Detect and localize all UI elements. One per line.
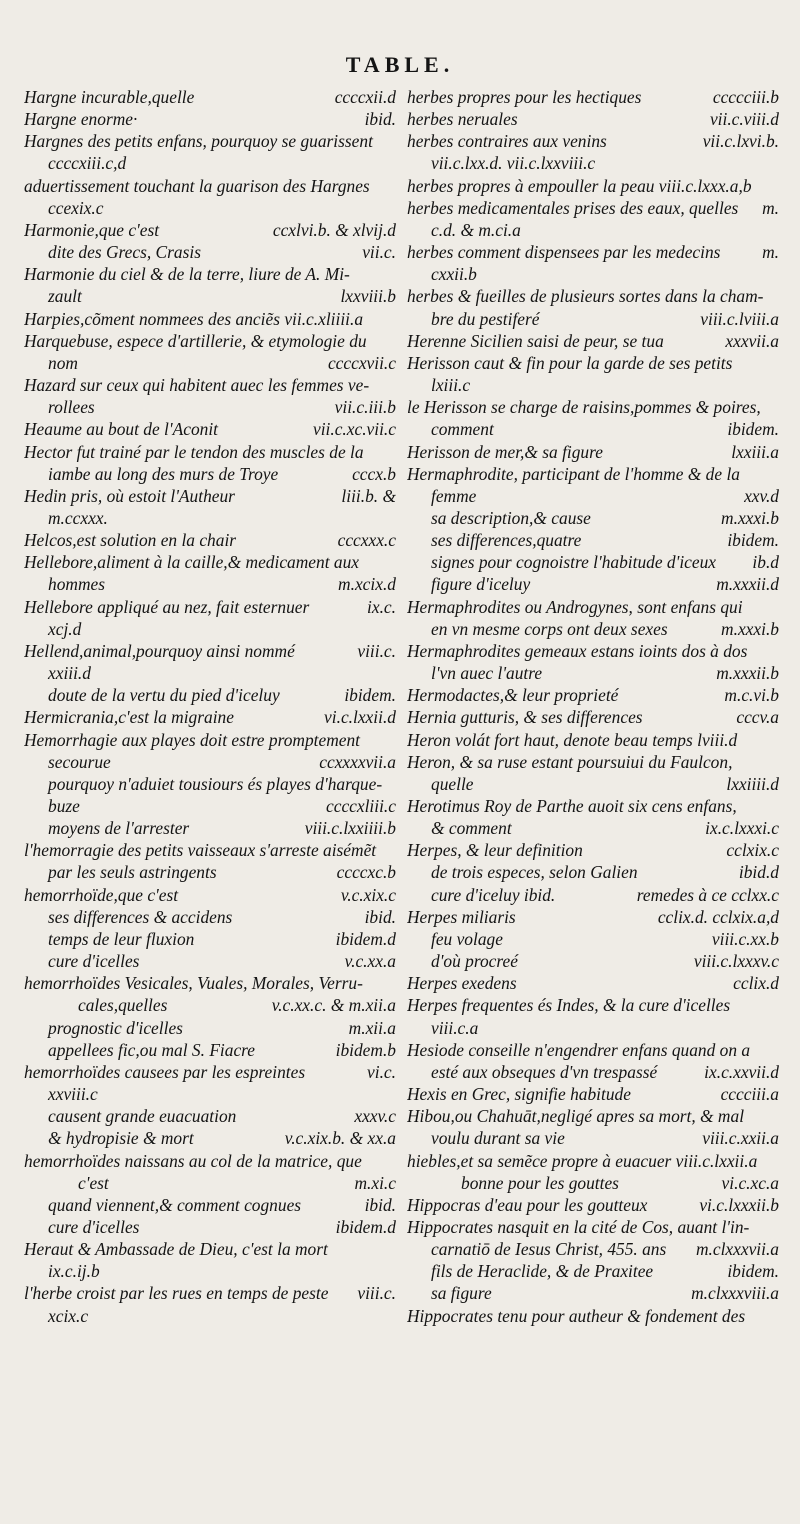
entry-text: Hexis en Grec, signifie habitude — [407, 1084, 631, 1105]
entry-text: cure d'icelles — [48, 951, 140, 972]
index-entry — [24, 130, 396, 152]
entry-reference: m.xxxii.d — [716, 574, 779, 595]
entry-reference: ibid. — [364, 109, 396, 130]
entry-reference: m.clxxxvii.a — [695, 1239, 779, 1260]
entry-text: temps de leur fluxion — [48, 928, 195, 949]
index-entry — [24, 1238, 396, 1260]
entry-reference: ibidem.d — [335, 928, 396, 949]
index-entry — [24, 906, 396, 928]
index-entry — [407, 1105, 779, 1127]
index-entry — [407, 285, 779, 307]
index-entry — [24, 308, 396, 330]
entry-text: Hellend,animal,pourquoy ainsi nommé — [24, 640, 295, 661]
index-entry — [24, 374, 396, 396]
index-entry — [407, 463, 779, 485]
index-entry — [24, 152, 396, 174]
entry-text: Herenne Sicilien saisi de peur, se tua — [407, 330, 664, 351]
entry-text: Herpes miliaris — [407, 906, 516, 927]
entry-text: ix.c.ij.b — [48, 1261, 100, 1282]
entry-reference: ibidem. — [727, 530, 779, 551]
index-entry — [24, 1216, 396, 1238]
entry-text: Helcos,est solution en la chair — [24, 530, 237, 551]
entry-reference: liii.b. & — [341, 485, 396, 506]
entry-reference: xxxv.c — [354, 1106, 396, 1127]
index-entry — [24, 596, 396, 618]
entry-reference: lxxviii.b — [340, 286, 396, 307]
entry-text: moyens de l'arrester — [48, 818, 190, 839]
index-column-left — [24, 86, 396, 1327]
entry-reference: vi.c. — [367, 1061, 396, 1082]
entry-text: prognostic d'icelles — [48, 1017, 183, 1038]
entry-text: Hellebore,aliment à la caille,& medicament aux — [24, 552, 359, 573]
entry-text: feu volage — [431, 928, 503, 949]
index-entry — [24, 640, 396, 662]
entry-text: Hermaphrodites gemeaux estans ioints dos à dos — [407, 640, 748, 661]
entry-reference: v.c.xx.c. & m.xii.a — [271, 995, 396, 1016]
index-entry — [407, 130, 779, 152]
entry-text: Harquebuse, espece d'artillerie, & etymologie du — [24, 330, 367, 351]
index-entry — [24, 994, 396, 1016]
entry-text: femme — [431, 485, 477, 506]
entry-reference: vii.c. — [362, 242, 396, 263]
entry-reference: vi.c.xc.a — [721, 1172, 779, 1193]
index-entry — [407, 928, 779, 950]
entry-reference: ibidem. — [727, 419, 779, 440]
index-entry — [24, 1017, 396, 1039]
entry-text: par les seuls astringents — [48, 862, 217, 883]
entry-reference: xxv.d — [744, 485, 779, 506]
entry-reference: ccxlvi.b. & xlvij.d — [272, 219, 396, 240]
index-entry — [407, 507, 779, 529]
entry-text: zault — [48, 286, 82, 307]
index-entry — [407, 884, 779, 906]
index-entry — [407, 817, 779, 839]
index-entry — [407, 662, 779, 684]
index-entry — [407, 950, 779, 972]
entry-reference: ccccxvii.c — [327, 352, 396, 373]
index-entry — [24, 485, 396, 507]
entry-text: Hazard sur ceux qui habitent auec les femmes ve- — [24, 375, 370, 396]
entry-text: hommes — [48, 574, 105, 595]
entry-reference: ccccxii.d — [334, 87, 396, 107]
entry-text: Hibou,ou Chahuāt,negligé apres sa mort, & mal — [407, 1106, 745, 1127]
index-entry — [24, 1282, 396, 1304]
entry-reference: cclix.d — [733, 973, 779, 994]
entry-text: ses differences & accidens — [48, 906, 233, 927]
entry-text: Heaume au bout de l'Aconit — [24, 419, 219, 440]
index-entry — [407, 573, 779, 595]
index-entry — [407, 418, 779, 440]
index-entry — [24, 751, 396, 773]
index-entry — [407, 729, 779, 751]
entry-text: Hesiode conseille n'engendrer enfans quand on a — [407, 1039, 751, 1060]
index-entry — [407, 1172, 779, 1194]
entry-text: vii.c.lxx.d. vii.c.lxxviii.c — [431, 153, 596, 174]
entry-text: Heraut & Ambassade de Dieu, c'est la mort — [24, 1239, 328, 1260]
entry-reference: vi.c.lxxxii.b — [699, 1194, 779, 1215]
entry-text: xcj.d — [48, 618, 82, 639]
index-entry — [24, 884, 396, 906]
index-entry — [407, 906, 779, 928]
index-entry — [24, 219, 396, 241]
entry-text: Harmonie,que c'est — [24, 219, 160, 240]
entry-reference: v.c.xix.c — [340, 884, 396, 905]
entry-text: hemorrhoïde,que c'est — [24, 884, 179, 905]
entry-text: en vn mesme corps ont deux sexes — [431, 618, 668, 639]
index-entry — [24, 418, 396, 440]
entry-reference: vii.c.xc.vii.c — [312, 419, 396, 440]
index-entry — [24, 773, 396, 795]
index-entry — [24, 507, 396, 529]
index-entry — [407, 795, 779, 817]
index-entry — [407, 108, 779, 130]
entry-reference: lxxiiii.d — [726, 773, 779, 794]
entry-text: xxviii.c — [48, 1084, 98, 1105]
index-entry — [24, 1039, 396, 1061]
entry-text: esté aux obseques d'vn trespassé — [431, 1061, 658, 1082]
entry-text: l'hemorragie des petits vaisseaux s'arreste aisémẽt — [24, 840, 377, 861]
index-entry — [407, 551, 779, 573]
index-entry — [407, 861, 779, 883]
entry-text: figure d'iceluy — [431, 574, 531, 595]
entry-reference: ibid.d — [738, 862, 779, 883]
entry-text: Hedin pris, où estoit l'Autheur — [24, 485, 235, 506]
entry-reference: cccxxx.c — [337, 530, 396, 551]
index-entry — [407, 374, 779, 396]
entry-text: l'vn auec l'autre — [431, 663, 543, 684]
entry-text: Heron, & sa ruse estant poursuiui du Faulcon, — [407, 751, 733, 772]
entry-reference: m.xxxi.b — [721, 618, 779, 639]
entry-reference: vii.c.iii.b — [334, 397, 396, 418]
index-entry — [24, 950, 396, 972]
entry-text: d'où procreé — [431, 951, 518, 972]
index-entry — [24, 1172, 396, 1194]
entry-reference: lxxiii.a — [731, 441, 779, 462]
entry-text: ses differences,quatre — [431, 530, 582, 551]
entry-reference: ibid. — [364, 1194, 396, 1215]
entry-text: Herpes exedens — [407, 973, 517, 994]
entry-reference: viii.c.lxxiiii.b — [304, 818, 396, 839]
index-entry — [24, 197, 396, 219]
index-entry — [24, 529, 396, 551]
entry-reference: cclxix.c — [726, 840, 779, 861]
index-entry — [407, 330, 779, 352]
entry-text: bonne pour les gouttes — [461, 1172, 619, 1193]
entry-text: quelle — [431, 773, 474, 794]
index-entry — [407, 773, 779, 795]
entry-reference: vii.c.viii.d — [709, 109, 779, 130]
entry-reference: ix.c. — [367, 596, 396, 617]
entry-reference: ccxxxxvii.a — [319, 751, 396, 772]
entry-reference: viii.c.lviii.a — [700, 308, 779, 329]
entry-text: Hargne enorme· — [24, 109, 138, 130]
index-entry — [24, 86, 396, 108]
index-entry — [24, 729, 396, 751]
entry-text: iambe au long des murs de Troye — [48, 463, 279, 484]
index-entry — [407, 152, 779, 174]
entry-text: herbes propres pour les hectiques — [407, 87, 642, 107]
entry-text: buze — [48, 796, 80, 816]
entry-text: voulu durant sa vie — [431, 1128, 565, 1149]
index-entry — [407, 1061, 779, 1083]
entry-text: l'herbe croist par les rues en temps de peste — [24, 1283, 329, 1304]
entry-text: le Herisson se charge de raisins,pommes & poires, — [407, 397, 761, 418]
index-entry — [24, 551, 396, 573]
entry-text: cure d'iceluy ibid. — [431, 884, 556, 905]
index-entry — [24, 441, 396, 463]
entry-text: appellees fic,ou mal S. Fiacre — [48, 1039, 256, 1060]
entry-text: rollees — [48, 397, 95, 418]
entry-reference: m.clxxxviii.a — [691, 1283, 779, 1304]
index-entry — [24, 1083, 396, 1105]
index-entry — [24, 330, 396, 352]
index-entry — [24, 241, 396, 263]
entry-text: comment — [431, 419, 494, 440]
entry-text: cxxii.b — [431, 264, 477, 285]
entry-text: Hermaphrodites ou Androgynes, sont enfans qui — [407, 596, 743, 617]
entry-text: hemorrhoïdes Vesicales, Vuales, Morales, Verru- — [24, 973, 363, 994]
entry-text: Hemorrhagie aux playes doit estre promptement — [24, 729, 361, 750]
index-entry — [407, 1238, 779, 1260]
entry-reference: xxxvii.a — [725, 330, 779, 351]
index-entry — [24, 463, 396, 485]
entry-text: hemorrhoïdes naissans au col de la matrice, que — [24, 1150, 362, 1171]
entry-text: & comment — [431, 818, 512, 839]
index-entry — [407, 241, 779, 263]
entry-reference: ccccciii.b — [712, 87, 779, 107]
entry-reference: ib.d — [752, 552, 779, 573]
entry-reference: m.c.vi.b — [724, 685, 779, 706]
index-entry — [24, 396, 396, 418]
entry-text: herbes medicamentales prises des eaux, quelles — [407, 197, 739, 218]
entry-reference: ibid. — [364, 906, 396, 927]
index-entry — [24, 817, 396, 839]
index-entry — [24, 795, 396, 817]
entry-text: Harmonie du ciel & de la terre, liure de A. Mi- — [24, 264, 350, 285]
entry-text: Hellebore appliqué au nez, fait esternuer — [24, 596, 310, 617]
index-entry — [407, 529, 779, 551]
entry-reference: m. — [762, 197, 779, 218]
entry-text: c'est — [78, 1172, 109, 1193]
entry-text: ccexix.c — [48, 197, 104, 218]
index-entry — [24, 1127, 396, 1149]
entry-text: herbes propres à empouller la peau viii.c.lxxx.a,b — [407, 175, 752, 196]
entry-text: aduertissement touchant la guarison des Hargnes — [24, 175, 370, 196]
index-entry — [407, 1260, 779, 1282]
entry-reference: ix.c.xxvii.d — [704, 1061, 779, 1082]
index-entry — [407, 308, 779, 330]
entry-reference: m.xxxii.b — [716, 663, 779, 684]
index-entry — [24, 573, 396, 595]
index-entry — [24, 108, 396, 130]
index-entry — [24, 928, 396, 950]
entry-reference: ibidem. — [344, 685, 396, 706]
entry-text: herbes contraires aux venins — [407, 131, 607, 152]
entry-text: Herisson caut & fin pour la garde de ses petits — [407, 352, 733, 373]
index-entry — [407, 396, 779, 418]
entry-text: Herotimus Roy de Parthe auoit six cens enfans, — [407, 796, 737, 816]
entry-text: nom — [48, 352, 78, 373]
entry-text: viii.c.a — [431, 1017, 479, 1038]
index-entry — [24, 861, 396, 883]
index-entry — [407, 706, 779, 728]
entry-text: Hargne incurable,quelle — [24, 87, 195, 107]
index-entry — [407, 640, 779, 662]
index-entry — [24, 1150, 396, 1172]
entry-reference: ibidem.d — [335, 1216, 396, 1237]
index-entry — [407, 1150, 779, 1172]
index-entry — [407, 441, 779, 463]
index-entry — [24, 1194, 396, 1216]
entry-reference: vi.c.lxxii.d — [324, 707, 396, 728]
entry-text: secourue — [48, 751, 111, 772]
entry-reference: ibidem.b — [335, 1039, 396, 1060]
index-entry — [407, 263, 779, 285]
index-entry — [24, 285, 396, 307]
index-entry — [407, 197, 779, 219]
index-entry — [24, 175, 396, 197]
entry-reference: m.xcix.d — [338, 574, 396, 595]
index-entry — [24, 662, 396, 684]
entry-text: Herpes frequentes és Indes, & la cure d'icelles — [407, 995, 731, 1016]
entry-reference: m.xii.a — [348, 1017, 396, 1038]
index-entry — [24, 618, 396, 640]
index-entry — [407, 1127, 779, 1149]
index-entry — [407, 596, 779, 618]
entry-reference: ibidem. — [727, 1261, 779, 1282]
entry-reference: vii.c.lxvi.b. — [702, 131, 779, 152]
entry-text: xcix.c — [48, 1305, 89, 1326]
entry-text: Heron volát fort haut, denote beau temps lviii.d — [407, 729, 738, 750]
index-entry — [407, 994, 779, 1016]
entry-reference: remedes à ce cclxx.c — [636, 884, 779, 905]
index-entry — [407, 751, 779, 773]
entry-text: fils de Heraclide, & de Praxitee — [431, 1261, 654, 1282]
entry-text: cure d'icelles — [48, 1216, 140, 1237]
entry-text: bre du pestiferé — [431, 308, 540, 329]
entry-text: signes pour cognoistre l'habitude d'iceux — [431, 552, 717, 573]
page-header: TABLE. — [345, 52, 455, 77]
entry-text: Hermicrania,c'est la migraine — [24, 707, 234, 728]
entry-text: c.d. & m.ci.a — [431, 219, 521, 240]
entry-reference: viii.c. — [357, 1283, 396, 1304]
entry-text: Hargnes des petits enfans, pourquoy se guarissent — [24, 131, 373, 152]
entry-text: doute de la vertu du pied d'iceluy — [48, 685, 280, 706]
entry-text: xxiii.d — [48, 663, 91, 684]
index-entry — [24, 684, 396, 706]
entry-text: pourquoy n'aduiet tousiours és playes d'harque- — [48, 773, 383, 794]
entry-reference: cccx.b — [352, 463, 396, 484]
entry-reference: v.c.xx.a — [344, 951, 396, 972]
entry-text: Hippocrates nasquit en la cité de Cos, auant l'in- — [407, 1216, 750, 1237]
index-entry — [407, 1216, 779, 1238]
entry-text: Harpies,cõment nommees des anciẽs vii.c.xliiii.a — [24, 308, 364, 329]
index-entry — [407, 219, 779, 241]
index-entry — [24, 1061, 396, 1083]
entry-text: Hermodactes,& leur proprieté — [407, 685, 619, 706]
index-entry — [24, 263, 396, 285]
index-entry — [407, 86, 779, 108]
index-entry — [407, 1305, 779, 1327]
entry-text: Hermaphrodite, participant de l'homme & de la — [407, 463, 740, 484]
index-entry — [407, 485, 779, 507]
index-entry — [24, 972, 396, 994]
index-entry — [24, 839, 396, 861]
index-entry — [407, 1194, 779, 1216]
entry-reference: cccciii.a — [720, 1084, 779, 1105]
index-entry — [24, 352, 396, 374]
entry-reference: viii.c.lxxxv.c — [693, 951, 779, 972]
entry-text: Hernia gutturis, & ses differences — [407, 707, 643, 728]
index-entry — [24, 1305, 396, 1327]
entry-text: causent grande euacuation — [48, 1106, 237, 1127]
entry-reference: viii.c. — [357, 640, 396, 661]
index-entry — [407, 1039, 779, 1061]
index-entry — [407, 839, 779, 861]
entry-text: quand viennent,& comment cognues — [48, 1194, 302, 1215]
entry-text: & hydropisie & mort — [48, 1128, 194, 1149]
entry-text: carnatiō de Iesus Christ, 455. ans — [431, 1239, 667, 1260]
entry-reference: m.xi.c — [354, 1172, 396, 1193]
entry-reference: cclix.d. cclxix.a,d — [657, 906, 779, 927]
index-entry — [407, 1083, 779, 1105]
entry-text: lxiii.c — [431, 375, 471, 396]
entry-text: herbes comment dispensees par les medecins — [407, 242, 721, 263]
entry-text: Herpes, & leur definition — [407, 840, 583, 861]
index-entry — [407, 1017, 779, 1039]
entry-text: sa description,& cause — [431, 507, 591, 528]
entry-text: de trois especes, selon Galien — [431, 862, 638, 883]
entry-text: Hippocras d'eau pour les goutteux — [407, 1194, 648, 1215]
index-entry — [407, 352, 779, 374]
entry-reference: cccv.a — [736, 707, 779, 728]
index-entry — [24, 1260, 396, 1282]
entry-text: herbes & fueilles de plusieurs sortes dans la cham- — [407, 286, 764, 307]
entry-text: Hector fut trainé par le tendon des muscles de la — [24, 441, 364, 462]
entry-text: hemorrhoïdes causees par les espreintes — [24, 1061, 306, 1082]
entry-reference: viii.c.xxii.a — [702, 1128, 779, 1149]
index-column-right — [407, 86, 779, 1327]
entry-reference: ccccxliii.c — [326, 796, 396, 816]
entry-text: Hippocrates tenu pour autheur & fondement des — [407, 1305, 746, 1326]
entry-text: dite des Grecs, Crasis — [48, 242, 201, 263]
entry-reference: m. — [762, 242, 779, 263]
index-entry — [24, 706, 396, 728]
entry-text: sa figure — [431, 1283, 492, 1304]
entry-reference: m.xxxi.b — [721, 507, 779, 528]
index-entry — [407, 972, 779, 994]
entry-reference: ccccxc.b — [336, 862, 396, 883]
entry-reference: viii.c.xx.b — [711, 928, 779, 949]
index-entry — [407, 684, 779, 706]
index-entry — [407, 618, 779, 640]
entry-text: ccccxiii.c,d — [48, 153, 127, 174]
entry-text: m.ccxxx. — [48, 507, 108, 528]
entry-reference: ix.c.lxxxi.c — [705, 818, 779, 839]
entry-text: herbes neruales — [407, 109, 518, 130]
entry-text: hiebles,et sa semẽce propre à euacuer viii.c.lxxii.a — [407, 1150, 758, 1171]
entry-reference: v.c.xix.b. & xx.a — [284, 1128, 396, 1149]
index-entry — [407, 1282, 779, 1304]
index-entry — [24, 1105, 396, 1127]
index-entry — [407, 175, 779, 197]
entry-text: cales,quelles — [78, 995, 168, 1016]
entry-text: Herisson de mer,& sa figure — [407, 441, 603, 462]
